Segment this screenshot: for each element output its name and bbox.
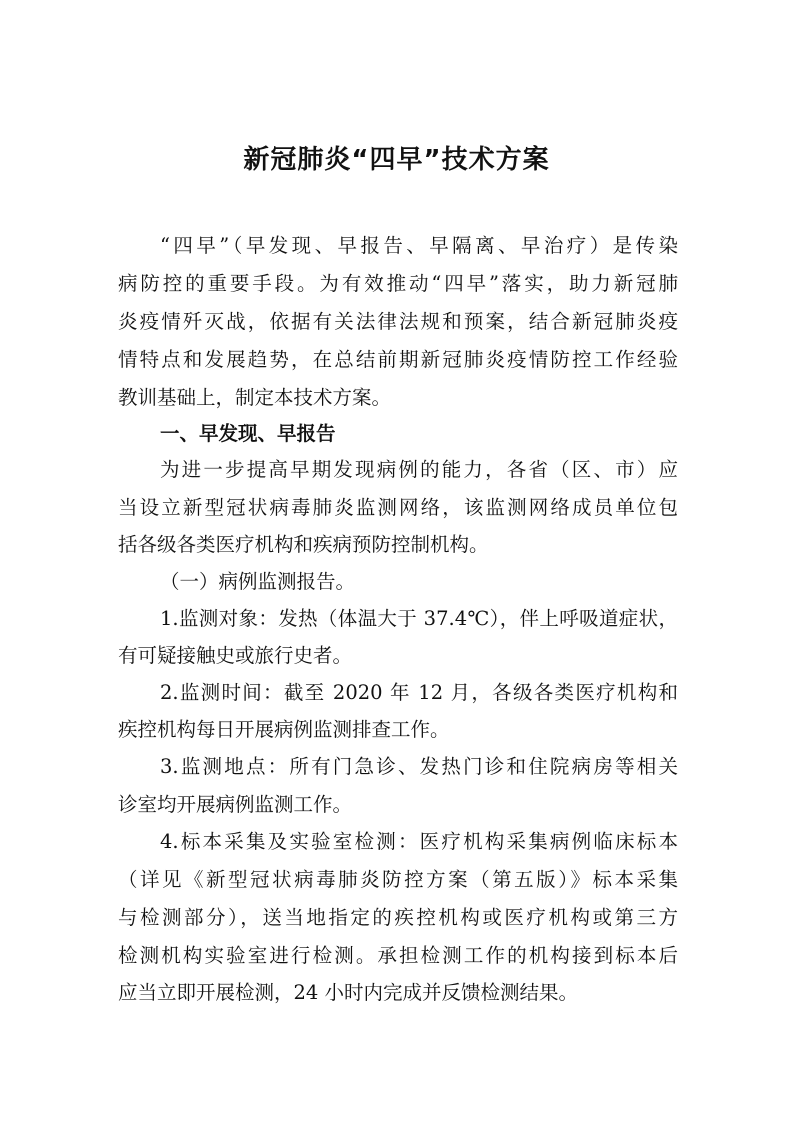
text-line: 诊室均开展病例监测工作。	[118, 793, 353, 816]
subsection-heading: （一）病例监测报告。	[160, 570, 356, 593]
text-line: 为进一步提高早期发现病例的能力，各省（区、市）应	[160, 458, 678, 481]
text-line: 病防控的重要手段。为有效推动“四早”落实，助力新冠肺	[118, 272, 678, 295]
document-title: 新冠肺炎“四早”技术方案	[243, 145, 550, 175]
text-line: 情特点和发展趋势，在总结前期新冠肺炎疫情防控工作经验	[118, 348, 678, 371]
text-line: 教训基础上，制定本技术方案。	[118, 386, 392, 409]
text-line: （详见《新型冠状病毒肺炎防控方案（第五版）》标本采集	[118, 868, 678, 891]
text-line: 括各级各类医疗机构和疾病预防控制机构。	[118, 533, 489, 556]
text-line: 应当立即开展检测，24 小时内完成并反馈检测结果。	[118, 981, 579, 1004]
text-line: 检测机构实验室进行检测。承担检测工作的机构接到标本后	[118, 944, 678, 967]
text-line: 3.监测地点：所有门急诊、发热门诊和住院病房等相关	[160, 755, 678, 778]
text-line: “四早”（早发现、早报告、早隔离、早治疗）是传染	[160, 234, 678, 257]
text-line: 与检测部分），送当地指定的疾控机构或医疗机构或第三方	[118, 906, 678, 929]
section-heading: 一、早发现、早报告	[160, 422, 336, 445]
text-line: 当设立新型冠状病毒肺炎监测网络，该监测网络成员单位包	[118, 496, 678, 519]
text-line: 疾控机构每日开展病例监测排查工作。	[118, 718, 450, 741]
text-line: 有可疑接触史或旅行史者。	[118, 644, 353, 667]
text-line: 2.监测时间：截至 2020 年 12 月，各级各类医疗机构和	[160, 681, 678, 704]
text-line: 1.监测对象：发热（体温大于 37.4℃），伴上呼吸道症状，	[160, 607, 678, 630]
text-line: 4.标本采集及实验室检测：医疗机构采集病例临床标本	[160, 830, 678, 853]
text-line: 炎疫情歼灭战，依据有关法律法规和预案，结合新冠肺炎疫	[118, 310, 678, 333]
